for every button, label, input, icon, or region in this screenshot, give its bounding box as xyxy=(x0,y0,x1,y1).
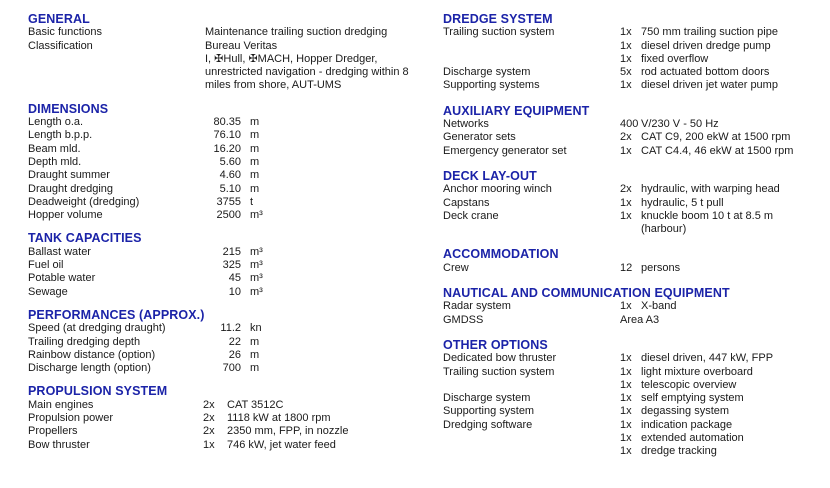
spec-value: 1x xyxy=(620,196,632,209)
spec-row xyxy=(443,300,828,313)
spec-value: 1x xyxy=(620,432,632,445)
section-accommodation xyxy=(443,248,828,275)
section-deck-lay-out xyxy=(443,170,828,236)
spec-row xyxy=(443,314,828,327)
spec-label: Radar system xyxy=(443,300,511,313)
spec-value: 10 xyxy=(228,285,241,298)
spec-label: Length o.a. xyxy=(28,116,84,129)
spec-detail: m xyxy=(250,116,260,129)
spec-row xyxy=(28,156,432,169)
spec-value: 400 xyxy=(620,118,639,131)
section-dredge-system xyxy=(443,13,828,93)
section-title-propulsion-system: PROPULSION SYSTEM xyxy=(28,384,168,399)
spec-value: 700 xyxy=(222,362,241,375)
spec-row xyxy=(28,143,432,156)
spec-detail: Maintenance trailing suction dredging xyxy=(205,26,388,39)
spec-detail: m xyxy=(250,362,260,375)
spec-value: 2x xyxy=(620,131,632,144)
spec-detail: m xyxy=(250,142,260,155)
spec-label: Deck crane xyxy=(443,209,499,222)
spec-label: Trailing suction system xyxy=(443,26,555,39)
spec-label: Supporting systems xyxy=(443,79,540,92)
spec-row xyxy=(28,53,432,66)
spec-row xyxy=(443,40,828,53)
spec-value: 26 xyxy=(228,348,241,361)
spec-detail: hydraulic, with warping head xyxy=(641,183,780,196)
spec-value: 1x xyxy=(620,405,632,418)
section-title-auxiliary-equipment: AUXILIARY EQUIPMENT xyxy=(443,103,590,118)
spec-detail: m³ xyxy=(250,209,263,222)
spec-detail: m xyxy=(250,335,260,348)
spec-row xyxy=(443,183,828,196)
spec-row xyxy=(28,116,432,129)
spec-value: 12 xyxy=(620,261,633,274)
section-title-performances: PERFORMANCES (APPROX.) xyxy=(28,307,205,322)
spec-detail: V/230 V - 50 Hz xyxy=(641,118,719,131)
section-other-options xyxy=(443,339,828,459)
spec-detail: I, ✠Hull, ✠MACH, Hopper Dredger, xyxy=(205,52,378,65)
section-title-dredge-system: DREDGE SYSTEM xyxy=(443,12,553,26)
spec-label: Beam mld. xyxy=(28,142,81,155)
spec-label: Dedicated bow thruster xyxy=(443,352,557,365)
spec-row xyxy=(28,79,432,92)
spec-row xyxy=(28,286,432,299)
spec-detail: CAT 3512C xyxy=(227,398,284,411)
spec-value: 45 xyxy=(228,272,241,285)
spec-detail: telescopic overview xyxy=(641,378,737,391)
spec-value: 22 xyxy=(228,335,241,348)
spec-row xyxy=(443,66,828,79)
spec-label: Propellers xyxy=(28,425,78,438)
section-performances xyxy=(28,309,432,375)
spec-label: Discharge system xyxy=(443,66,531,79)
spec-detail: t xyxy=(250,195,254,208)
spec-detail: light mixture overboard xyxy=(641,365,753,378)
spec-detail: diesel driven dredge pump xyxy=(641,39,771,52)
spec-row xyxy=(28,66,432,79)
spec-row xyxy=(28,183,432,196)
spec-detail: m xyxy=(250,129,260,142)
spec-row xyxy=(28,425,432,438)
spec-value: 2x xyxy=(620,183,632,196)
spec-detail: diesel driven jet water pump xyxy=(641,79,778,92)
spec-detail xyxy=(641,314,828,327)
section-dimensions xyxy=(28,103,432,223)
spec-label xyxy=(443,223,620,236)
spec-value: 76.10 xyxy=(213,129,241,142)
spec-value: 2500 xyxy=(216,209,241,222)
spec-detail: m xyxy=(250,155,260,168)
section-title-accommodation: ACCOMMODATION xyxy=(443,247,559,262)
spec-label: Discharge length (option) xyxy=(28,362,151,375)
spec-row xyxy=(28,169,432,182)
spec-detail: m³ xyxy=(250,285,263,298)
spec-label: Ballast water xyxy=(28,245,91,258)
spec-value: 4.60 xyxy=(219,169,241,182)
spec-value: 2x xyxy=(203,425,215,438)
spec-detail: m³ xyxy=(250,245,263,258)
spec-label: Generator sets xyxy=(443,131,516,144)
spec-row xyxy=(28,259,432,272)
spec-detail: 2350 mm, FPP, in nozzle xyxy=(227,425,349,438)
spec-label: Draught summer xyxy=(28,169,110,182)
spec-row xyxy=(28,26,432,39)
left-column xyxy=(28,13,432,462)
spec-value: 1x xyxy=(620,365,632,378)
spec-row xyxy=(28,439,432,452)
spec-detail: knuckle boom 10 t at 8.5 m xyxy=(641,209,774,222)
spec-label: Crew xyxy=(443,261,469,274)
spec-row xyxy=(28,362,432,375)
spec-label: Dredging software xyxy=(443,418,533,431)
section-title-other-options: OTHER OPTIONS xyxy=(443,337,548,352)
spec-label: Length b.p.p. xyxy=(28,129,93,142)
spec-value: 11.2 xyxy=(220,322,241,335)
spec-value: 1x xyxy=(620,352,632,365)
spec-label: Discharge system xyxy=(443,392,531,405)
spec-detail: dredge tracking xyxy=(641,445,717,458)
spec-value: 1x xyxy=(620,378,632,391)
spec-label xyxy=(443,40,620,53)
spec-label: Fuel oil xyxy=(28,259,64,272)
spec-value: 2x xyxy=(203,398,215,411)
spec-label: GMDSS xyxy=(443,313,484,326)
spec-row xyxy=(28,196,432,209)
spec-detail: m³ xyxy=(250,272,263,285)
spec-row xyxy=(443,223,828,236)
right-column xyxy=(443,13,828,471)
spec-detail: diesel driven, 447 kW, FPP xyxy=(641,352,774,365)
spec-value: 1x xyxy=(620,26,632,39)
spec-row xyxy=(28,322,432,335)
spec-row xyxy=(443,26,828,39)
spec-detail: fixed overflow xyxy=(641,52,709,65)
spec-label: Trailing suction system xyxy=(443,365,555,378)
spec-value: 80.35 xyxy=(213,116,241,129)
spec-row xyxy=(28,209,432,222)
section-title-general: GENERAL xyxy=(28,12,90,26)
section-tank-capacities xyxy=(28,232,432,298)
spec-detail: 746 kW, jet water feed xyxy=(227,438,336,451)
spec-label: Anchor mooring winch xyxy=(443,183,552,196)
spec-label: Potable water xyxy=(28,272,96,285)
spec-detail: m xyxy=(250,182,260,195)
spec-detail: rod actuated bottom doors xyxy=(641,66,770,79)
spec-value: 1x xyxy=(620,418,632,431)
section-nautical-communication xyxy=(443,287,828,327)
spec-label: Depth mld. xyxy=(28,155,82,168)
spec-detail: 750 mm trailing suction pipe xyxy=(641,26,778,39)
spec-label: Main engines xyxy=(28,398,94,411)
spec-detail: CAT C4.4, 46 ekW at 1500 rpm xyxy=(641,144,794,157)
spec-detail: m³ xyxy=(250,259,263,272)
spec-detail: persons xyxy=(641,261,681,274)
spec-row xyxy=(28,336,432,349)
spec-detail: indication package xyxy=(641,418,733,431)
spec-label: Draught dredging xyxy=(28,182,114,195)
section-title-nautical-communication: NAUTICAL AND COMMUNICATION EQUIPMENT xyxy=(443,286,730,301)
spec-value: 1x xyxy=(620,300,632,313)
spec-value: 1x xyxy=(620,392,632,405)
spec-value: 215 xyxy=(222,245,241,258)
spec-row xyxy=(443,131,828,144)
spec-detail: m xyxy=(250,348,260,361)
spec-detail: X-band xyxy=(641,300,677,313)
spec-label: Deadweight (dredging) xyxy=(28,195,140,208)
spec-label: Classification xyxy=(28,39,93,52)
spec-value: 5.10 xyxy=(219,182,241,195)
spec-row xyxy=(443,392,828,405)
spec-detail: extended automation xyxy=(641,432,744,445)
spec-label xyxy=(443,445,620,458)
section-propulsion-system xyxy=(28,385,432,451)
spec-row xyxy=(28,40,432,53)
spec-row xyxy=(28,412,432,425)
spec-detail: 1118 kW at 1800 rpm xyxy=(227,412,331,425)
spec-detail: unrestricted navigation - dredging within 8 xyxy=(205,66,409,79)
spec-value: 5.60 xyxy=(219,155,241,168)
spec-row xyxy=(443,432,828,445)
spec-detail: (harbour) xyxy=(641,223,687,236)
spec-value: 16.20 xyxy=(213,142,241,155)
spec-detail: kn xyxy=(250,322,262,335)
spec-detail: degassing system xyxy=(641,405,730,418)
spec-label: Hopper volume xyxy=(28,209,103,222)
spec-label xyxy=(28,53,205,66)
section-title-tank-capacities: TANK CAPACITIES xyxy=(28,231,142,246)
spec-label xyxy=(28,79,205,92)
spec-value: 1x xyxy=(203,438,215,451)
spec-row xyxy=(443,262,828,275)
spec-value: 325 xyxy=(222,259,241,272)
spec-label: Capstans xyxy=(443,196,490,209)
spec-row xyxy=(443,145,828,158)
spec-label: Supporting system xyxy=(443,405,535,418)
spec-row xyxy=(443,53,828,66)
spec-label: Rainbow distance (option) xyxy=(28,348,156,361)
spec-row xyxy=(443,379,828,392)
section-auxiliary-equipment xyxy=(443,105,828,158)
spec-label: Basic functions xyxy=(28,26,102,39)
spec-label xyxy=(443,432,620,445)
spec-label: Emergency generator set xyxy=(443,144,567,157)
spec-row xyxy=(443,445,828,458)
spec-row xyxy=(443,366,828,379)
spec-label xyxy=(28,66,205,79)
spec-row xyxy=(443,405,828,418)
section-title-dimensions: DIMENSIONS xyxy=(28,101,109,116)
spec-row xyxy=(28,399,432,412)
spec-detail: miles from shore, AUT-UMS xyxy=(205,79,342,92)
spec-row xyxy=(443,352,828,365)
spec-label: Trailing dredging depth xyxy=(28,335,141,348)
spec-label: Bow thruster xyxy=(28,438,90,451)
spec-row xyxy=(443,118,828,131)
spec-label: Networks xyxy=(443,118,489,131)
spec-value: 1x xyxy=(620,39,632,52)
spec-detail: CAT C9, 200 ekW at 1500 rpm xyxy=(641,131,791,144)
spec-value xyxy=(620,223,641,236)
spec-row xyxy=(28,246,432,259)
spec-row xyxy=(443,419,828,432)
spec-row xyxy=(443,210,828,223)
spec-value: 3755 xyxy=(216,195,241,208)
spec-label: Sewage xyxy=(28,285,68,298)
spec-detail: m xyxy=(250,169,260,182)
spec-label: Propulsion power xyxy=(28,412,113,425)
spec-value: 1x xyxy=(620,144,632,157)
spec-row xyxy=(28,272,432,285)
spec-value: 5x xyxy=(620,66,632,79)
spec-value: 2x xyxy=(203,412,215,425)
spec-label: Speed (at dredging draught) xyxy=(28,322,166,335)
spec-value: 1x xyxy=(620,79,632,92)
section-title-deck-lay-out: DECK LAY-OUT xyxy=(443,168,537,183)
spec-label xyxy=(443,53,620,66)
spec-detail: Bureau Veritas xyxy=(205,39,278,52)
spec-row xyxy=(28,129,432,142)
spec-detail: self emptying system xyxy=(641,392,744,405)
spec-label xyxy=(443,379,620,392)
spec-value: 1x xyxy=(620,209,632,222)
section-general xyxy=(28,13,432,93)
spec-row xyxy=(443,79,828,92)
spec-value: 1x xyxy=(620,445,632,458)
spec-detail: hydraulic, 5 t pull xyxy=(641,196,724,209)
spec-row xyxy=(28,349,432,362)
spec-value: 1x xyxy=(620,52,632,65)
spec-row xyxy=(443,197,828,210)
spec-value: Area A3 xyxy=(620,313,660,326)
